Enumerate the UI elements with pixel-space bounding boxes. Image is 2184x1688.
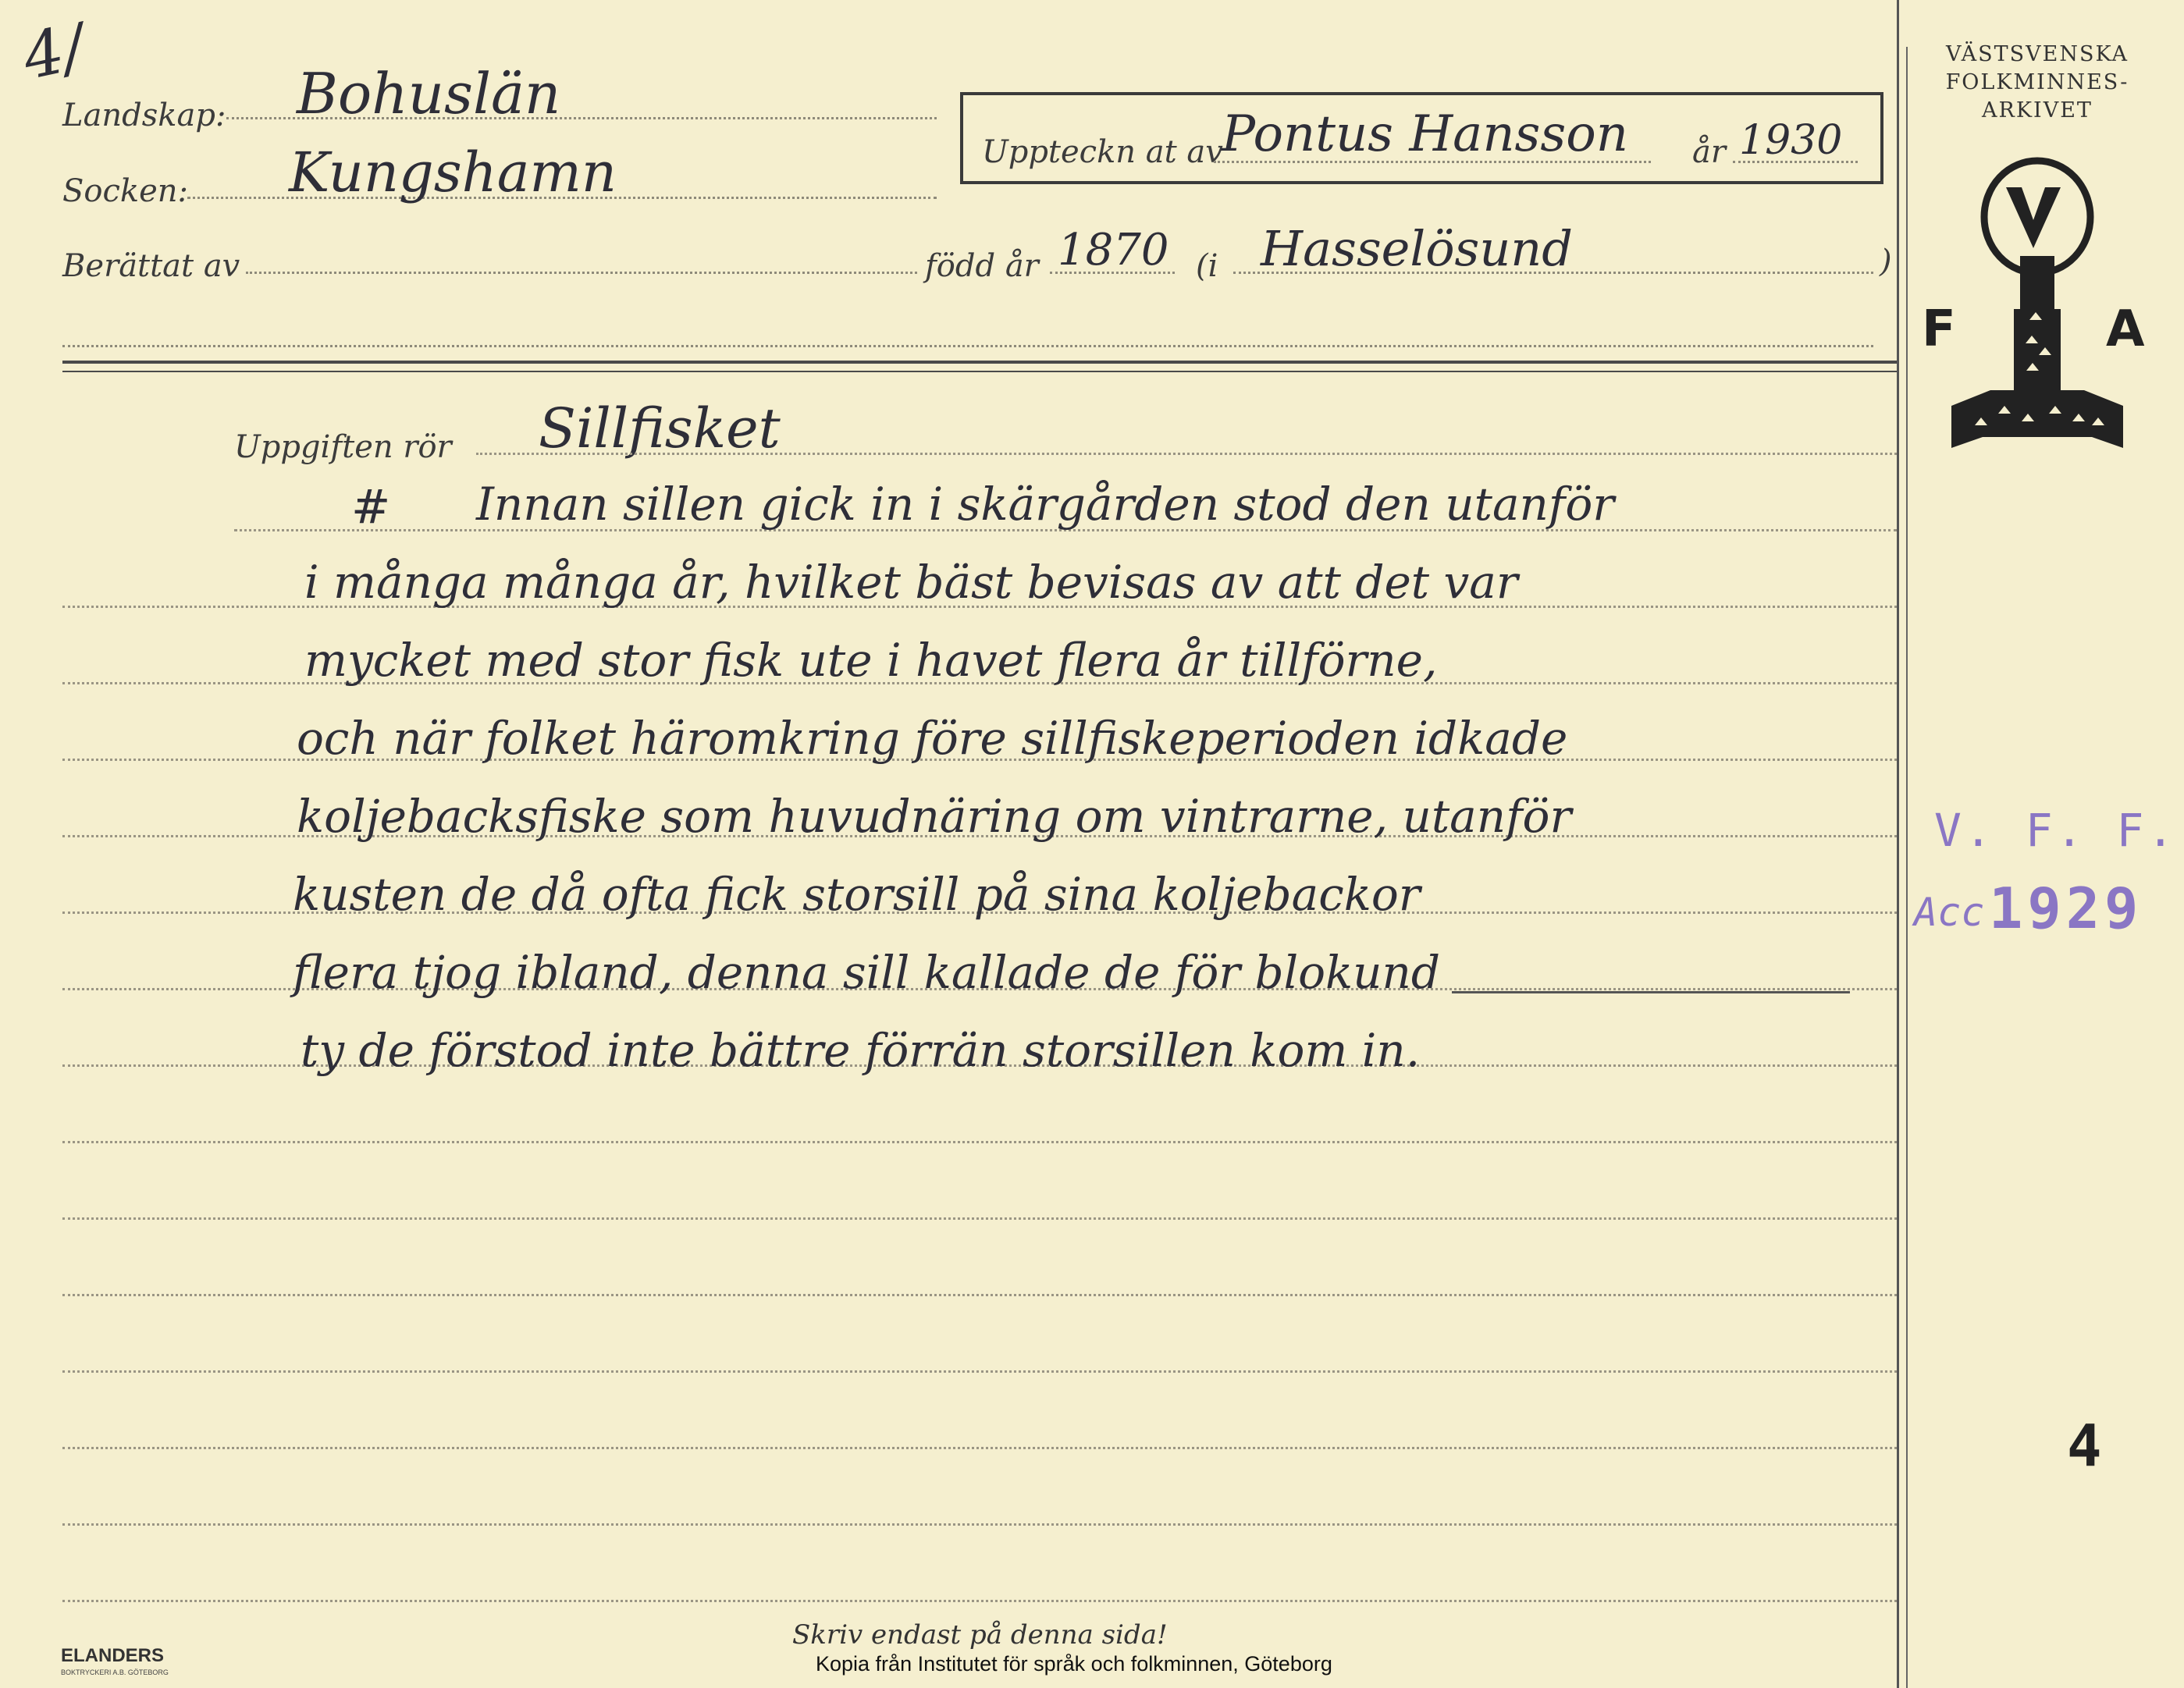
- header-rule-top: [62, 361, 1897, 364]
- fodd-value: 1870: [1058, 225, 1169, 275]
- i-value: Hasselösund: [1261, 220, 1573, 277]
- ruled-line: [476, 453, 1897, 455]
- acc-stamp-prefix: Acc: [1914, 890, 1985, 935]
- i-label: (i: [1196, 248, 1218, 284]
- ar-label: år: [1692, 134, 1726, 170]
- ruled-line: [62, 1141, 1897, 1143]
- acc-stamp-number: 1929: [1989, 876, 2143, 941]
- archive-title-line: FOLKMINNES-: [1945, 70, 2129, 94]
- right-column-divider: [1897, 0, 1899, 1688]
- ar-value: 1930: [1739, 117, 1843, 164]
- logo-letter-f: F: [1922, 300, 1956, 358]
- corner-number: 4/: [16, 9, 91, 94]
- ruled-line: [62, 1600, 1897, 1602]
- upptecknat-label: Uppteckn at av: [982, 134, 1223, 170]
- socken-value: Kungshamn: [289, 140, 617, 204]
- logo-letter-a: A: [2106, 300, 2145, 358]
- subject-value: Sillfisket: [539, 396, 781, 460]
- body-line: koljebacksfiske som huvudnäring om vintrarne, utanför: [297, 790, 1572, 843]
- archive-title: [1912, 41, 2162, 125]
- socken-label: Socken:: [62, 173, 189, 209]
- body-line: och när folket häromkring före sillfiskeperioden idkade: [297, 712, 1568, 765]
- archive-title-line: VÄSTSVENSKA: [1945, 42, 2129, 66]
- ruled-line: [62, 1447, 1897, 1449]
- header-rule-bottom: [62, 371, 1897, 372]
- ruled-line: [62, 1217, 1897, 1220]
- body-line: kusten de då ofta fick storsill på sina koljebackor: [293, 868, 1421, 921]
- body-line: mycket med stor fisk ute i havet flera år tillförne,: [304, 634, 1438, 687]
- i-close-paren: ): [1880, 243, 1892, 279]
- printer-sub: BOKTRYCKERI A.B. GÖTEBORG: [61, 1668, 169, 1676]
- berattat-label: Berättat av: [62, 248, 240, 284]
- berattat-dotted-line: [246, 272, 917, 274]
- body-line: Innan sillen gick in i skärgården stod den utanför: [476, 478, 1614, 531]
- page-number: 4: [2067, 1413, 2102, 1480]
- ruled-line: [62, 1523, 1897, 1526]
- archive-title-line: ARKIVET: [1982, 98, 2093, 123]
- body-line: ty de förstod inte bättre förrän storsillen kom in.: [301, 1024, 1421, 1077]
- write-instruction: Skriv endast på denna sida!: [792, 1619, 1168, 1651]
- archive-logo: [1905, 156, 2170, 468]
- underline-blokund: [1452, 991, 1850, 993]
- landskap-value: Bohuslän: [297, 61, 561, 126]
- header-blank-line: [62, 345, 1873, 347]
- copy-notice: Kopia från Institutet för språk och folkminnen, Göteborg: [816, 1652, 1332, 1676]
- subject-label: Uppgiften rör: [234, 429, 452, 465]
- body-line: i många många år, hvilket bäst bevisas av att det var: [304, 556, 1518, 609]
- paragraph-mark: #: [351, 480, 391, 535]
- upptecknat-value: Pontus Hansson: [1222, 105, 1628, 163]
- vff-stamp: V. F. F.: [1934, 804, 2178, 857]
- body-line: flera tjog ibland, denna sill kallade de för blokund: [293, 946, 1441, 999]
- printer-mark: ELANDERS: [61, 1645, 165, 1666]
- landskap-label: Landskap:: [62, 98, 226, 133]
- ruled-line: [62, 1294, 1897, 1296]
- ruled-line: [62, 1370, 1897, 1373]
- fodd-label: född år: [925, 248, 1039, 284]
